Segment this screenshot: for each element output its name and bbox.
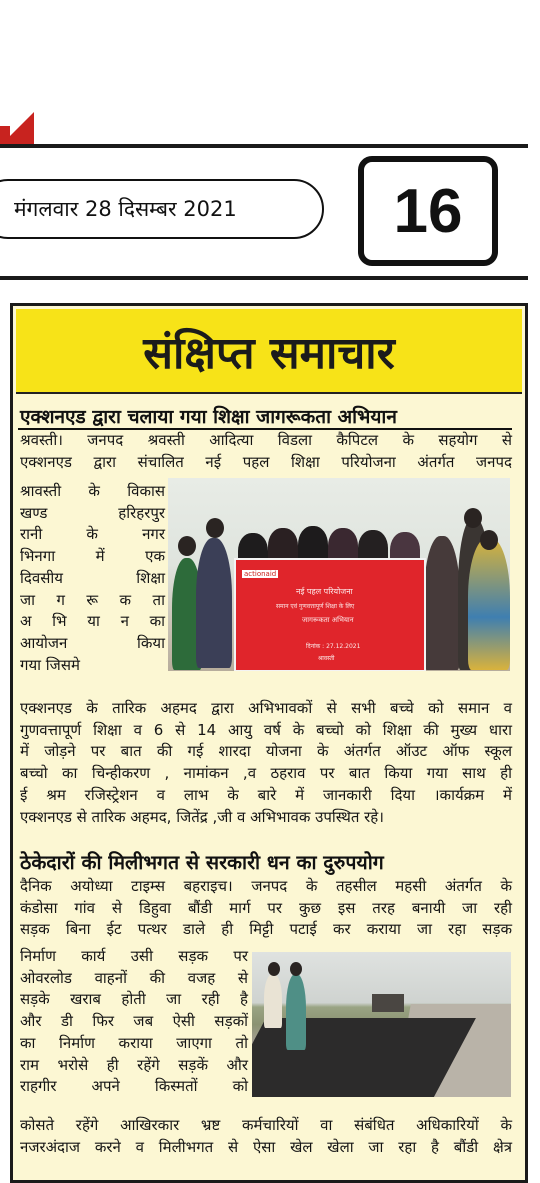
person-figure	[196, 538, 232, 668]
page-number: 16	[393, 176, 463, 246]
person-head	[480, 530, 498, 550]
text-line: में जोड़ने पर बात की गई शारदा योजना के अंतर्गत ऑउट ऑफ स्कूल	[20, 742, 512, 761]
photo-banner-text: नई पहल परियोजना	[296, 587, 353, 596]
page-number-box	[358, 156, 498, 266]
text-line: गुणवत्तापूर्ण शिक्षा व 6 से 14 आयु वर्ष के बच्चो को शिक्षा की मुख्य धारा	[20, 720, 512, 739]
article2-headline: ठेकेदारों की मिलीभगत से सरकारी धन का दुरुपयोग	[20, 851, 384, 874]
text-line: आयोजन किया	[20, 633, 165, 652]
cart-vehicle	[372, 994, 404, 1012]
text-line: एक्शनएड के तारिक अहमद द्वारा अभिभावकों से सभी बच्चे को समान व	[20, 699, 512, 717]
article2-photo	[252, 952, 511, 1097]
text-line: गया जिसमे	[20, 655, 80, 674]
text-line: और डी फिर जब ऐसी सड़कों	[20, 1012, 248, 1031]
person-head	[268, 962, 280, 976]
section-title: संक्षिप्त समाचार	[143, 327, 395, 379]
text-line: सड़के खराब होती जा रही है	[20, 990, 248, 1009]
text-line: नजरअंदाज करने व मिलीभगत से ऐसा खेल खेला जा रहा है बौंडी क्षेत्र	[20, 1137, 512, 1156]
photo-banner-text: जागरूकता अभियान	[302, 616, 354, 624]
article1-text-top	[20, 430, 512, 473]
text-line: राहगीर अपने किस्मतों को	[20, 1077, 248, 1096]
text-line: भिनगा में एक	[20, 547, 165, 566]
text-line: राम भरोसे ही रहेंगे सड़कें और	[20, 1055, 248, 1074]
text-line: सड़क बिना ईट पत्थर डाले ही मिट्टी पटाई कर कराया जा रहा सड़क	[20, 920, 512, 939]
photo-banner-logo: actionaid	[244, 570, 277, 578]
text-line: निर्माण कार्य उसी सड़क पर	[20, 947, 248, 965]
article1-text-bottom	[20, 698, 512, 828]
photo-banner-board	[234, 558, 426, 671]
text-line: दिवसीय शिक्षा	[20, 568, 165, 587]
photo-banner-text: श्रावस्ती	[318, 655, 335, 662]
text-line: एक्शनएड द्वारा संचालित नई पहल शिक्षा परियोजना अंतर्गत जनपद	[20, 452, 512, 471]
photo-banner-text: समान एवं गुणवत्तापूर्ण शिक्षा के लिए	[276, 603, 355, 610]
text-line: रानी के नगर	[20, 525, 165, 544]
person-figure	[264, 974, 282, 1028]
text-line: कंडोसा गांव से डिहुवा बौंडी मार्ग पर कुछ इस तरह बनायी जा रही	[20, 898, 512, 917]
article2-text-bottom	[20, 1115, 512, 1158]
date-pill	[0, 179, 324, 239]
person-head	[178, 536, 196, 556]
article1-headline: एक्शनएड द्वारा चलाया गया शिक्षा जागरूकता अभियान	[20, 406, 397, 428]
text-line: बच्चो का चिन्हीकरण , नामांकन ,व ठहराव पर बात किया गया साथ ही	[20, 764, 512, 783]
text-line: अ भि या न का	[20, 612, 165, 631]
text-line: एक्शनएड से तारिक अहमद, जितेंद्र ,जी व अभिभावक उपस्थित रहे।	[20, 807, 384, 826]
article1-photo	[168, 478, 510, 671]
person-head	[464, 508, 482, 528]
article1-text-narrow	[20, 481, 165, 676]
masthead-bottom-rule	[0, 276, 528, 280]
text-line: श्रावस्ती के विकास	[20, 482, 165, 500]
article2-text-top	[20, 876, 512, 941]
text-line: कोसते रहेंगे आखिरकार भ्रष्ट कर्मचारियों वा संबंधित अधिकारियों के	[20, 1116, 512, 1134]
person-figure	[424, 536, 460, 670]
text-line: का निर्माण कराया जाएगा तो	[20, 1033, 248, 1052]
person-head	[290, 962, 302, 976]
article2-text-narrow	[20, 946, 248, 1098]
text-line: ओवरलोड वाहनों की वजह से	[20, 968, 248, 987]
text-line: खण्ड हरिहरपुर	[20, 503, 165, 522]
person-figure	[286, 974, 306, 1050]
text-line: ई श्रम रजिस्ट्रेशन व लाभ के बारे में जानकारी दिया ।कार्यक्रम में	[20, 785, 512, 804]
text-line: दैनिक अयोध्या टाइम्स बहराइच। जनपद के तहसील महसी अंतर्गत के	[20, 877, 512, 895]
section-banner	[16, 309, 522, 394]
masthead-top-rule	[0, 144, 528, 148]
issue-date: मंगलवार 28 दिसम्बर 2021	[14, 197, 237, 221]
person-figure	[468, 538, 510, 670]
corner-red-block	[0, 126, 10, 146]
text-line: श्रवस्ती। जनपद श्रवस्ती आदित्या विडला कैपिटल के सहयोग से	[20, 431, 512, 449]
person-head	[206, 518, 224, 538]
text-line: जा ग रू क ता	[20, 590, 165, 609]
photo-banner-text: दिनांक : 27.12.2021	[306, 643, 361, 650]
